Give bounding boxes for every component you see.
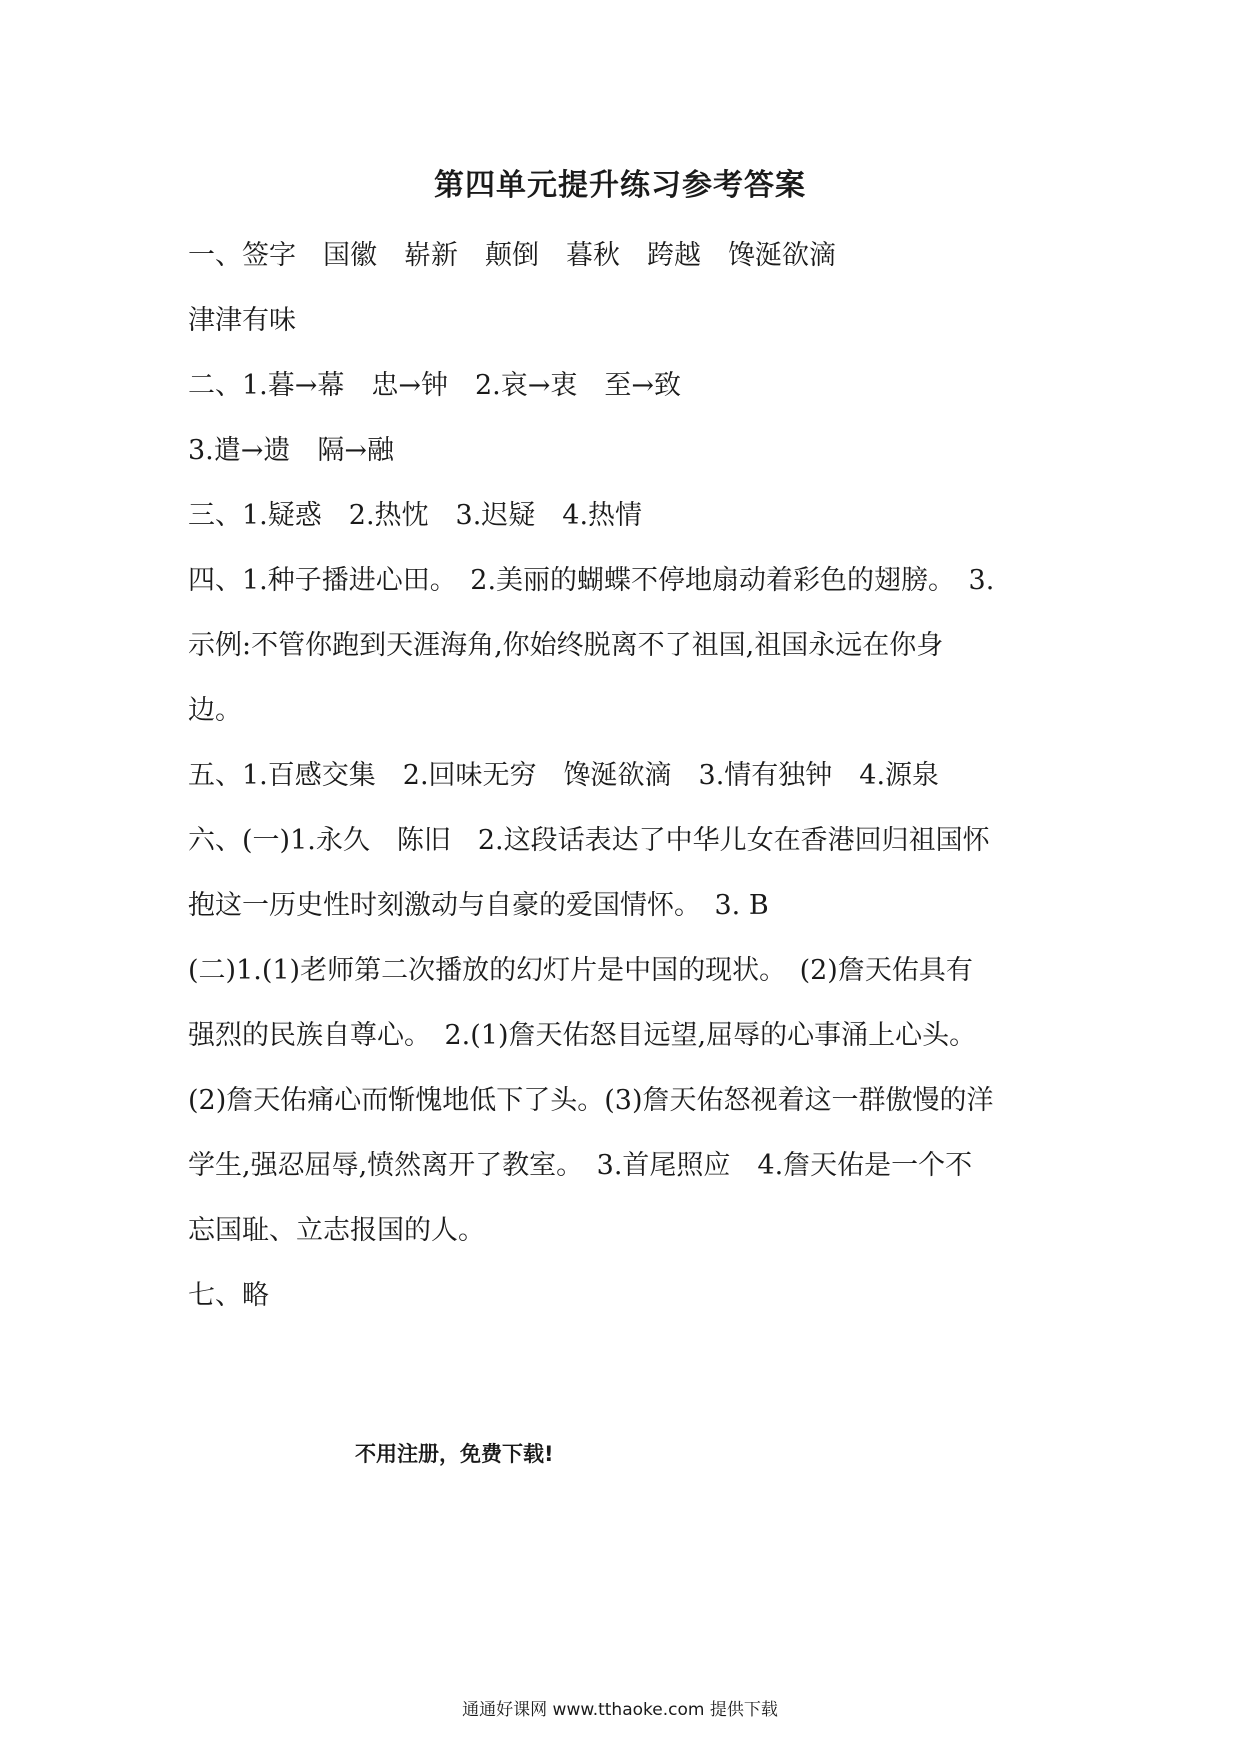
answer-line: 四、1.种子播进心田。 2.美丽的蝴蝶不停地扇动着彩色的翅膀。 3. bbox=[188, 565, 995, 596]
answer-line: 3.遣→遗 隔→融 bbox=[188, 435, 395, 466]
answer-line: (二)1.(1)老师第二次播放的幻灯片是中国的现状。 (2)詹天佑具有 bbox=[188, 955, 973, 986]
answer-line: 一、签字 国徽 崭新 颠倒 暮秋 跨越 馋涎欲滴 bbox=[188, 240, 836, 271]
answer-body bbox=[188, 223, 1058, 1328]
answer-line: 三、1.疑惑 2.热忱 3.迟疑 4.热情 bbox=[188, 500, 643, 531]
answer-line: 示例:不管你跑到天涯海角,你始终脱离不了祖国,祖国永远在你身 bbox=[188, 630, 944, 661]
page-title: 第四单元提升练习参考答案 bbox=[434, 168, 806, 203]
answer-line: 五、1.百感交集 2.回味无穷 馋涎欲滴 3.情有独钟 4.源泉 bbox=[188, 760, 940, 791]
answer-line: 抱这一历史性时刻激动与自豪的爱国情怀。 3. B bbox=[188, 890, 769, 921]
answer-line: 津津有味 bbox=[188, 305, 296, 336]
answer-line: 二、1.暮→幕 忠→钟 2.哀→衷 至→致 bbox=[188, 370, 682, 401]
answer-line: (2)詹天佑痛心而惭愧地低下了头。(3)詹天佑怒视着这一群傲慢的洋 bbox=[188, 1085, 994, 1116]
answer-line: 强烈的民族自尊心。 2.(1)詹天佑怒目远望,屈辱的心事涌上心头。 bbox=[188, 1020, 977, 1051]
answer-line: 忘国耻、立志报国的人。 bbox=[188, 1215, 485, 1246]
answer-line: 边。 bbox=[188, 695, 242, 726]
page-footer: 通通好课网 www.tthaoke.com 提供下载 bbox=[462, 1700, 778, 1720]
download-notice: 不用注册，免费下载! bbox=[355, 1442, 554, 1466]
answer-line: 七、略 bbox=[188, 1280, 269, 1311]
answer-line: 学生,强忍屈辱,愤然离开了教室。 3.首尾照应 4.詹天佑是一个不 bbox=[188, 1150, 973, 1181]
answer-line: 六、(一)1.永久 陈旧 2.这段话表达了中华儿女在香港回归祖国怀 bbox=[188, 825, 990, 856]
